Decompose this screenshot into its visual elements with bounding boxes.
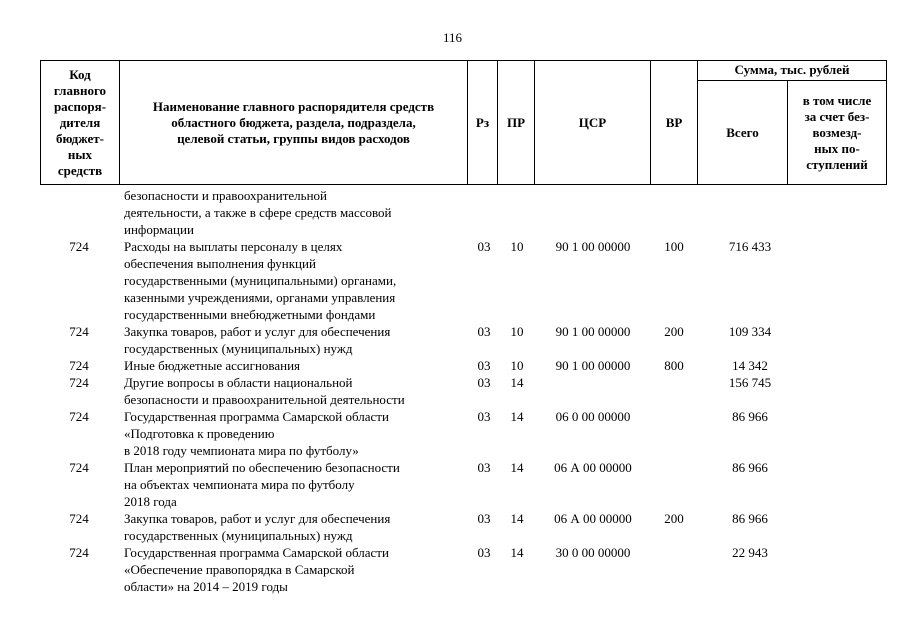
header-gratuitous-line: ных по-	[814, 140, 860, 156]
row-name-line: «Обеспечение правопорядка в Самарской	[124, 562, 355, 577]
row-csr: 90 1 00 00000	[555, 239, 631, 254]
table-body	[0, 187, 905, 595]
row-pr: 14	[510, 460, 524, 475]
row-total: 14 342	[732, 358, 768, 373]
row-name-line: Государственная программа Самарской области	[124, 545, 389, 560]
header-gratuitous-line: за счет без-	[804, 108, 870, 124]
row-code: 724	[69, 375, 89, 390]
header-code-line: средств	[57, 162, 103, 178]
row-name-line: Закупка товаров, работ и услуг для обеспечения	[124, 511, 391, 526]
header-csr: ЦСР	[578, 114, 607, 130]
row-name	[124, 544, 470, 595]
header-total: Всего	[726, 124, 759, 140]
row-total: 716 433	[728, 239, 772, 254]
row-name	[124, 323, 470, 357]
header-code-line: распоря-	[53, 98, 107, 114]
table-row	[0, 323, 905, 357]
table-row	[0, 357, 905, 374]
row-csr: 30 0 00 00000	[555, 545, 631, 560]
row-rz: 03	[477, 409, 491, 424]
row-vr: 100	[664, 239, 684, 254]
row-name	[124, 187, 470, 238]
row-code: 724	[69, 511, 89, 526]
row-rz: 03	[477, 324, 491, 339]
row-total: 86 966	[732, 511, 768, 526]
row-code: 724	[69, 460, 89, 475]
row-total: 109 334	[728, 324, 772, 339]
row-name-line: на объектах чемпионата мира по футболу	[124, 477, 355, 492]
row-name	[124, 408, 470, 459]
row-rz: 03	[477, 545, 491, 560]
row-name-line: государственных (муниципальных) нужд	[124, 341, 353, 356]
header-code-line: бюджет-	[55, 130, 104, 146]
header-name-line: целевой статьи, группы видов расходов	[177, 130, 410, 146]
row-name-line: области» на 2014 – 2019 годы	[124, 579, 288, 594]
row-csr: 90 1 00 00000	[555, 358, 631, 373]
header-gratuitous	[788, 81, 886, 184]
row-name-line: безопасности и правоохранительной деятельности	[124, 392, 405, 407]
table-row	[0, 510, 905, 544]
header-code-line: Код	[69, 66, 91, 82]
row-vr: 200	[664, 511, 684, 526]
row-pr: 14	[510, 375, 524, 390]
row-total: 86 966	[732, 409, 768, 424]
row-code: 724	[69, 239, 89, 254]
header-gratuitous-line: в том числе	[802, 92, 872, 108]
row-name	[124, 510, 470, 544]
row-pr: 14	[510, 511, 524, 526]
row-total: 156 745	[728, 375, 772, 390]
header-name-line: областного бюджета, раздела, подраздела,	[171, 114, 416, 130]
row-name-line: в 2018 году чемпионата мира по футболу»	[124, 443, 359, 458]
row-total: 22 943	[732, 545, 768, 560]
row-name-line: 2018 года	[124, 494, 177, 509]
row-pr: 10	[510, 358, 524, 373]
header-rz: Рз	[475, 114, 490, 130]
table-row	[0, 374, 905, 408]
table-row	[0, 544, 905, 595]
row-rz: 03	[477, 375, 491, 390]
row-name-line: обеспечения выполнения функций	[124, 256, 316, 271]
row-name-line: Государственная программа Самарской области	[124, 409, 389, 424]
row-name-line: казенными учреждениями, органами управления	[124, 290, 396, 305]
row-code: 724	[69, 358, 89, 373]
header-code-line: главного	[53, 82, 107, 98]
row-name-line: деятельности, а также в сфере средств массовой	[124, 205, 392, 220]
page-number: 116	[442, 30, 463, 45]
row-pr: 14	[510, 409, 524, 424]
header-name-line: Наименование главного распорядителя средств	[152, 98, 435, 114]
row-code: 724	[69, 545, 89, 560]
header-name	[120, 61, 467, 184]
row-name-line: Закупка товаров, работ и услуг для обеспечения	[124, 324, 391, 339]
row-name	[124, 459, 470, 510]
row-pr: 10	[510, 239, 524, 254]
row-csr: 06 А 00 00000	[554, 460, 632, 475]
table-header	[40, 60, 887, 185]
header-gratuitous-line: возмезд-	[812, 124, 862, 140]
row-name	[124, 374, 470, 408]
row-vr: 800	[664, 358, 684, 373]
row-rz: 03	[477, 511, 491, 526]
row-code: 724	[69, 409, 89, 424]
row-rz: 03	[477, 239, 491, 254]
row-name-line: Иные бюджетные ассигнования	[124, 358, 301, 373]
header-gratuitous-line: ступлений	[806, 156, 868, 172]
header-code-line: дителя	[59, 114, 101, 130]
table-row	[0, 187, 905, 238]
row-name-line: государственными внебюджетными фондами	[124, 307, 376, 322]
row-name-line: государственных (муниципальных) нужд	[124, 528, 353, 543]
header-vr: ВР	[665, 114, 683, 130]
table-row	[0, 408, 905, 459]
row-pr: 14	[510, 545, 524, 560]
row-csr: 06 А 00 00000	[554, 511, 632, 526]
header-sum: Сумма, тыс. рублей	[734, 62, 850, 77]
row-name-line: безопасности и правоохранительной	[124, 188, 327, 203]
row-rz: 03	[477, 460, 491, 475]
row-csr: 90 1 00 00000	[555, 324, 631, 339]
row-name-line: государственными (муниципальными) органами,	[124, 273, 397, 288]
table-row	[0, 459, 905, 510]
row-csr: 06 0 00 00000	[555, 409, 631, 424]
row-vr: 200	[664, 324, 684, 339]
row-total: 86 966	[732, 460, 768, 475]
row-name-line: «Подготовка к проведению	[124, 426, 275, 441]
header-code-line: ных	[67, 146, 93, 162]
row-name-line: информации	[124, 222, 194, 237]
row-pr: 10	[510, 324, 524, 339]
row-name	[124, 357, 470, 374]
row-name-line: Расходы на выплаты персоналу в целях	[124, 239, 343, 254]
row-name	[124, 238, 470, 323]
row-name-line: План мероприятий по обеспечению безопасности	[124, 460, 400, 475]
header-code	[41, 61, 119, 184]
header-pr: ПР	[506, 114, 526, 130]
row-name-line: Другие вопросы в области национальной	[124, 375, 353, 390]
row-code: 724	[69, 324, 89, 339]
table-row	[0, 238, 905, 323]
row-rz: 03	[477, 358, 491, 373]
